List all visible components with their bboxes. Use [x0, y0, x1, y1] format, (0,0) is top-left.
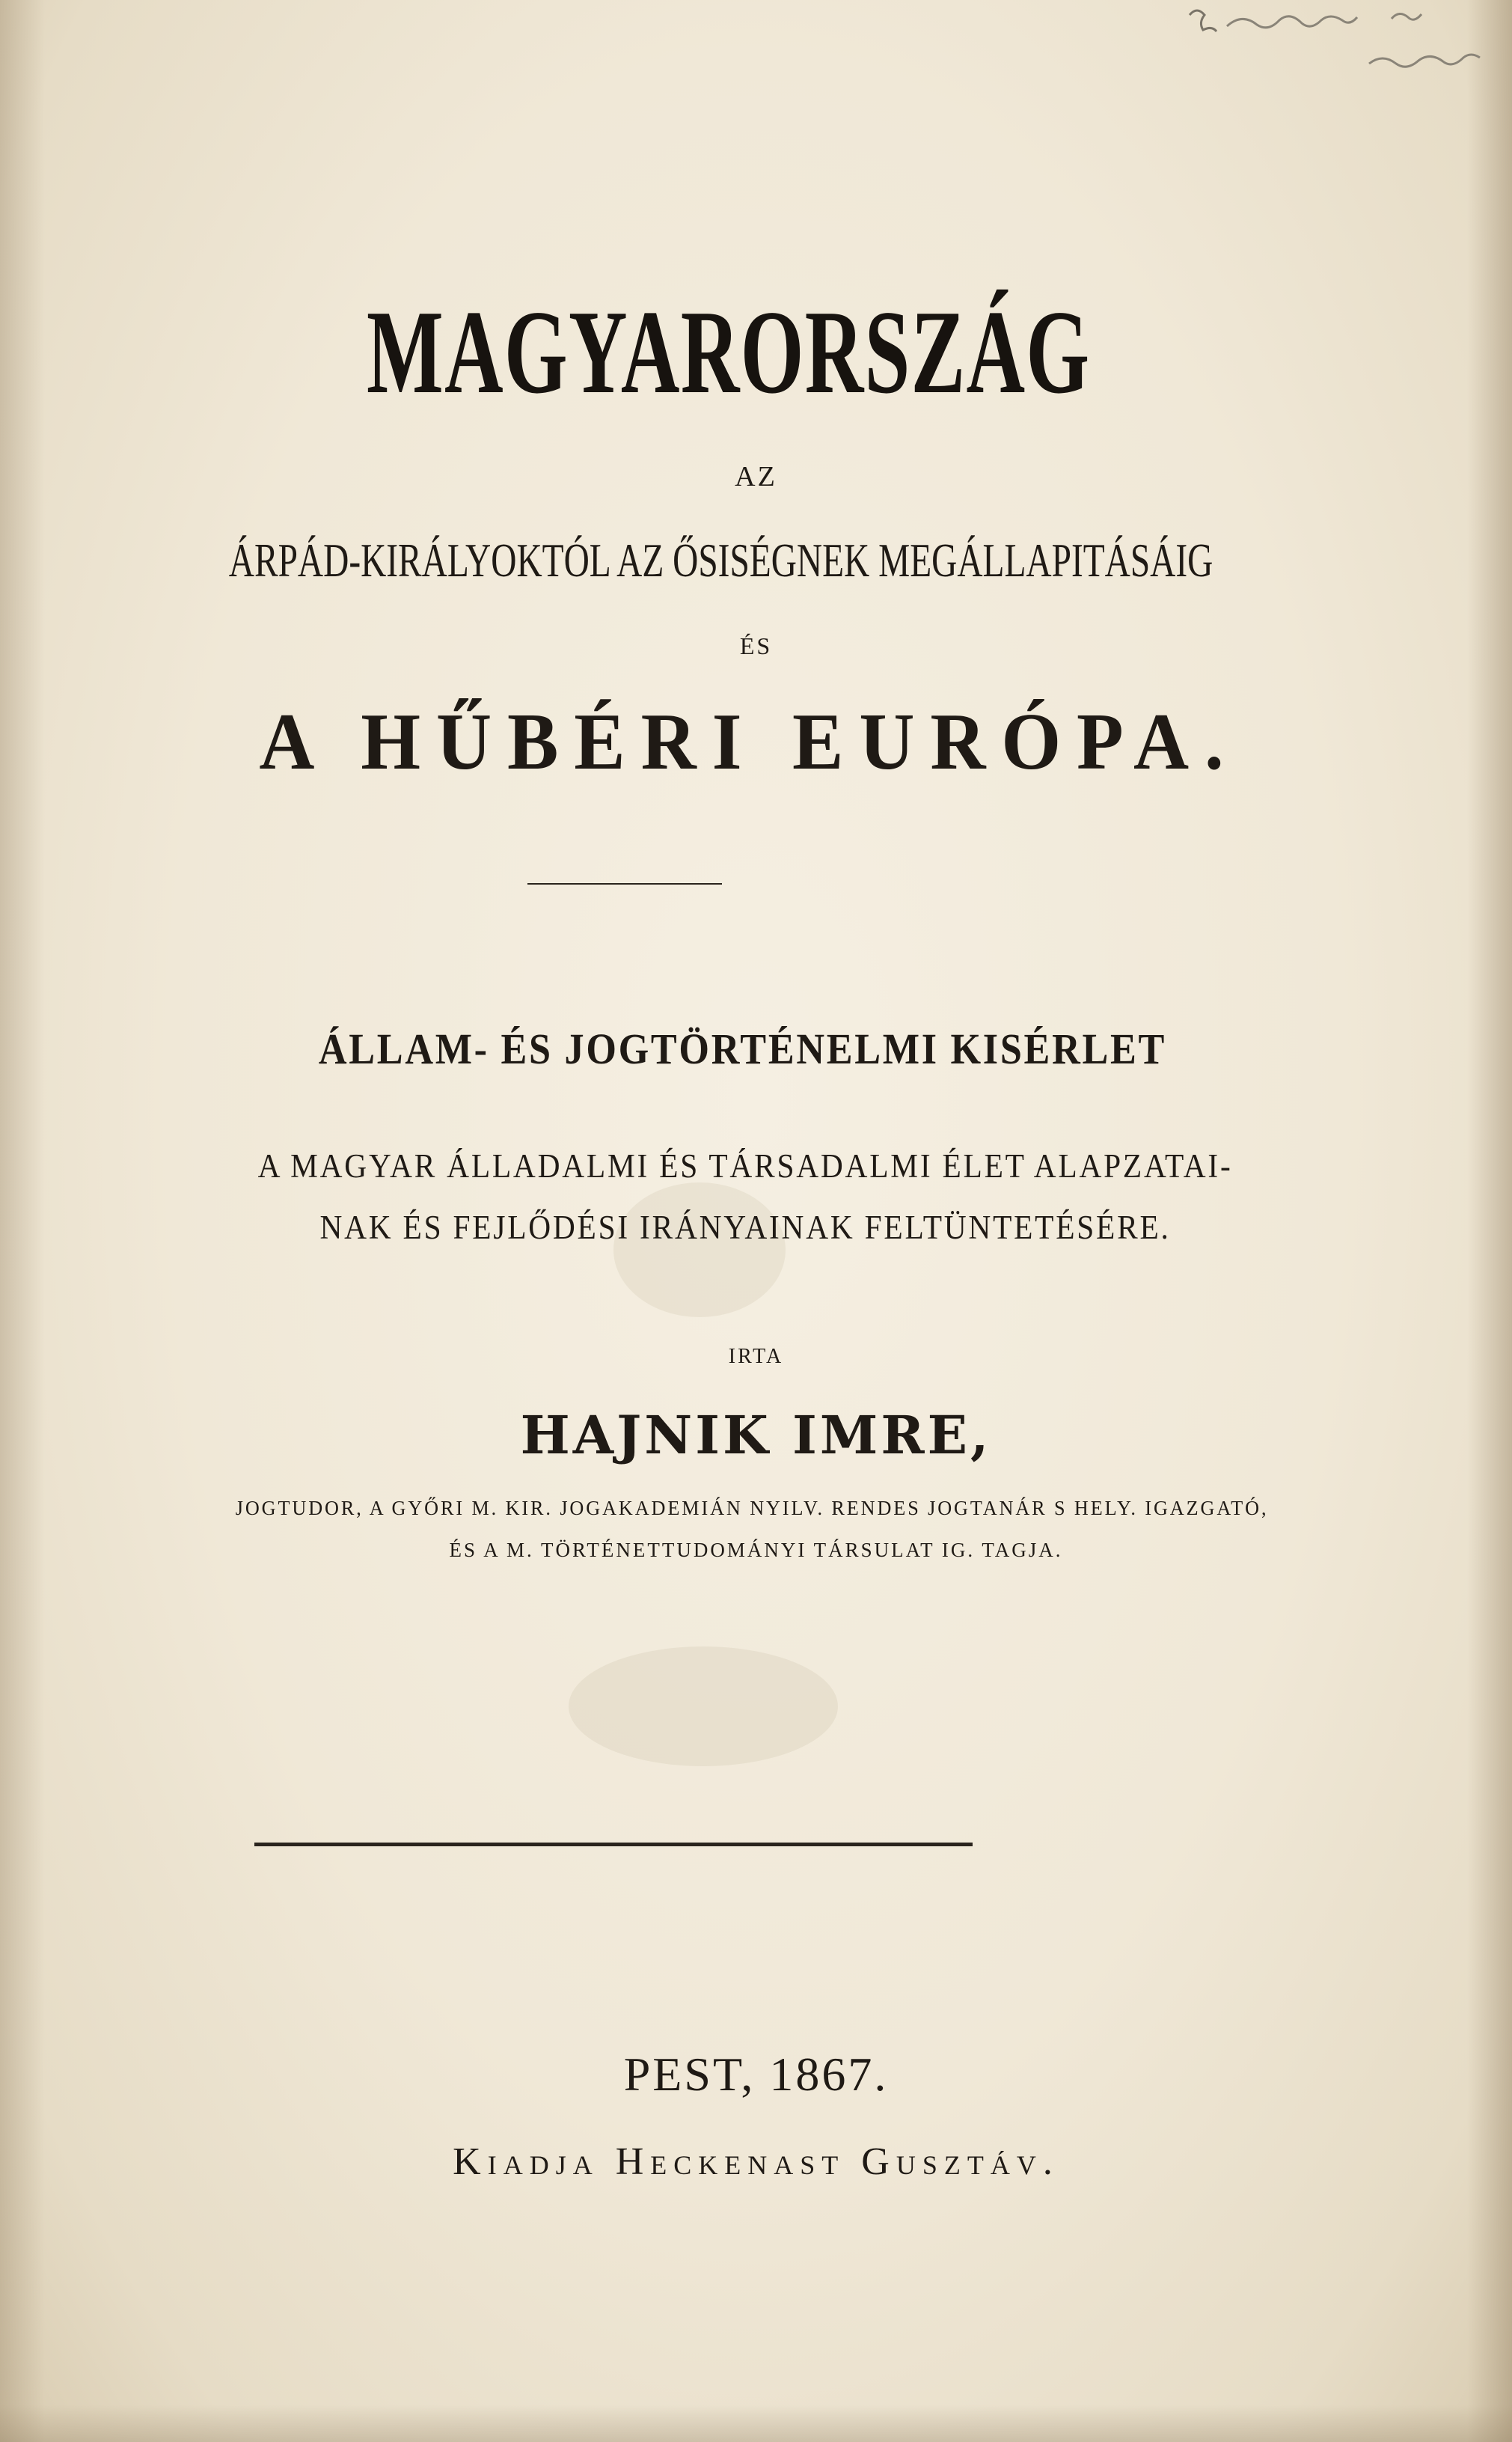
paper-stain — [613, 1182, 786, 1317]
divider-rule — [527, 883, 722, 885]
author-name: HAJNIK IMRE, — [520, 1404, 992, 1466]
handwritten-note — [1175, 0, 1504, 90]
title-subtitle: ÁRPÁD-KIRÁLYOKTÓL AZ ŐSISÉGNEK MEGÁLLAPITÁSÁIG — [228, 534, 1213, 587]
imprint-place-year: PEST, 1867. — [623, 2048, 889, 2101]
main-title: MAGYARORSZÁG — [367, 285, 1091, 418]
author-credentials-1: JOGTUDOR, A GYŐRI M. KIR. JOGAKADEMIÁN NYILV. RENDES JOGTANÁR S HELY. IGAZGATÓ, — [235, 1497, 1269, 1519]
author-label: IRTA — [728, 1345, 784, 1368]
second-title: A HŰBÉRI EURÓPA. — [259, 698, 1240, 787]
description-line-2: NAK ÉS FEJLŐDÉSI IRÁNYAINAK FELTÜNTETÉSÉRE. — [319, 1209, 1171, 1246]
paper-stain — [569, 1646, 838, 1766]
work-subtitle: ÁLLAM- ÉS JOGTÖRTÉNELMI KISÉRLET — [318, 1025, 1167, 1073]
title-conjunction: ÉS — [739, 632, 773, 659]
author-credentials-2: ÉS A M. TÖRTÉNETTUDOMÁNYI TÁRSULAT IG. TAGJA. — [449, 1539, 1063, 1561]
description-line-1: A MAGYAR ÁLLADALMI ÉS TÁRSADALMI ÉLET ALAPZATAI- — [257, 1147, 1233, 1185]
imprint-publisher: Kiadja Heckenast Gusztáv. — [453, 2140, 1059, 2183]
title-connector: AZ — [735, 461, 777, 492]
page-edge-bottom — [0, 2405, 1512, 2442]
divider-rule-long — [254, 1843, 973, 1846]
